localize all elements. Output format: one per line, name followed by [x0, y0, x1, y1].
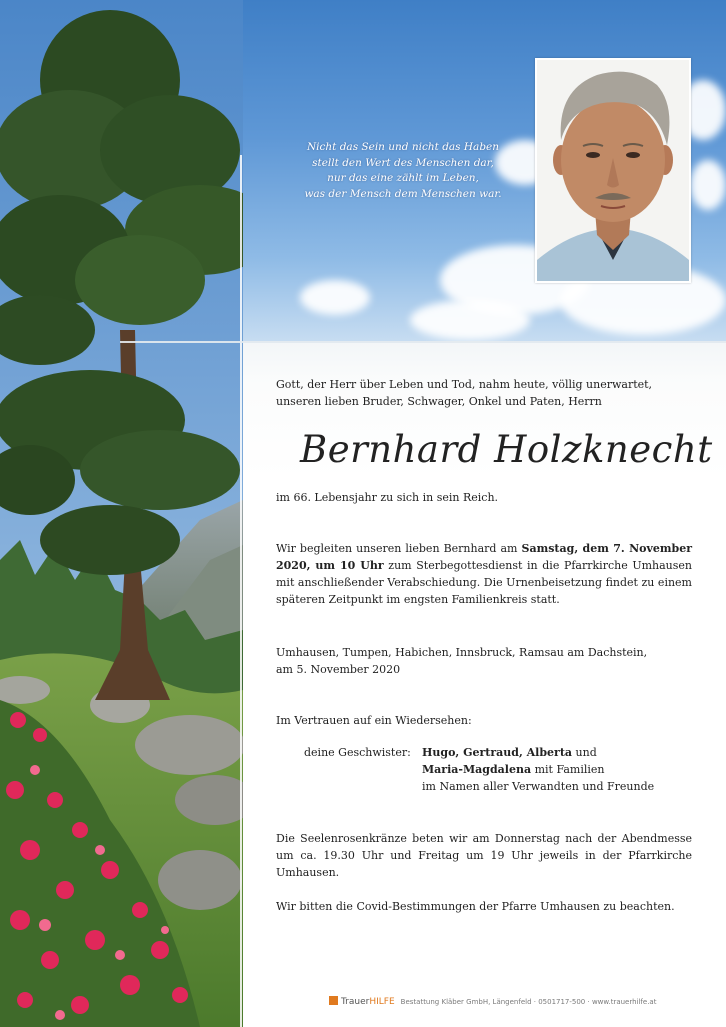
urn-text: Die Urnenbeisetzung findet zu einem späteren Zeitpunkt im engsten Familienkreis statt.: [276, 576, 692, 606]
portrait-photo: [535, 58, 691, 283]
mourners-line-3: im Namen aller Verwandten und Freunde: [422, 780, 655, 793]
mourners-line-2: [422, 761, 604, 778]
age-line: im 66. Lebensjahr zu sich in sein Reich.: [276, 491, 499, 504]
landscape-image: [0, 0, 243, 1027]
trauerhilfe-logo-icon: [329, 996, 338, 1005]
cross-horizontal-line: [120, 341, 726, 343]
covid-notice: Wir bitten die Covid-Bestimmungen der Pfarre Umhausen zu beachten.: [276, 900, 675, 913]
quote-line: was der Mensch dem Menschen war.: [304, 187, 502, 200]
trust-line: Im Vertrauen auf ein Wiedersehen:: [276, 714, 472, 727]
intro-line-2: unseren lieben Bruder, Schwager, Onkel und Paten, Herrn: [276, 395, 602, 408]
footer-details: Bestattung Kläber GmbH, Längenfeld · 0501717-500 · www.trauerhilfe.at: [400, 998, 657, 1006]
funeral-paragraph: [276, 540, 692, 608]
sibling-name: Maria-Magdalena: [422, 763, 532, 776]
deceased-name: Bernhard Holzknecht: [300, 428, 713, 471]
cross-vertical-line: [240, 155, 242, 1027]
rosary-paragraph: Die Seelenrosenkränze beten wir am Donnerstag nach der Abendmesse um ca. 19.30 Uhr und Freitag um 19 Uhr jeweils in der Pfarrkirche Umhausen.: [276, 832, 692, 879]
place-line-2: am 5. November 2020: [276, 663, 401, 676]
mourners-line-1: [422, 744, 597, 761]
place-line-1: Umhausen, Tumpen, Habichen, Innsbruck, Ramsau am Dachstein,: [276, 646, 648, 659]
with-families: mit Familien: [531, 763, 605, 776]
quote-line: stellt den Wert des Menschen dar,: [312, 156, 494, 169]
brand-accent: HILFE: [369, 997, 395, 1007]
quote-line: nur das eine zählt im Leben,: [327, 172, 479, 184]
funeral-text-1: Wir begleiten unseren lieben Bernhard am: [276, 542, 522, 555]
memorial-quote: [290, 140, 516, 202]
quote-line: Nicht das Sein und nicht das Haben: [306, 141, 500, 153]
and-word: und: [572, 746, 597, 759]
funeral-date: Samstag, dem 7. November 2020, um 10 Uhr: [276, 542, 693, 572]
funeral-text-2: zum Sterbegottesdienst in die Pfarrkirche Umhausen mit anschließender Verabschiedung.: [276, 559, 693, 589]
sibling-names: Hugo, Gertraud, Alberta: [422, 746, 573, 759]
mourners-label: deine Geschwister:: [304, 746, 411, 759]
portrait-illustration: [537, 60, 689, 281]
brand-main: Trauer: [341, 997, 370, 1007]
pine-tree-landscape-illustration: [0, 0, 243, 1027]
intro-line-1: Gott, der Herr über Leben und Tod, nahm heute, völlig unerwartet,: [276, 378, 653, 391]
footer-brand: [329, 996, 656, 1007]
